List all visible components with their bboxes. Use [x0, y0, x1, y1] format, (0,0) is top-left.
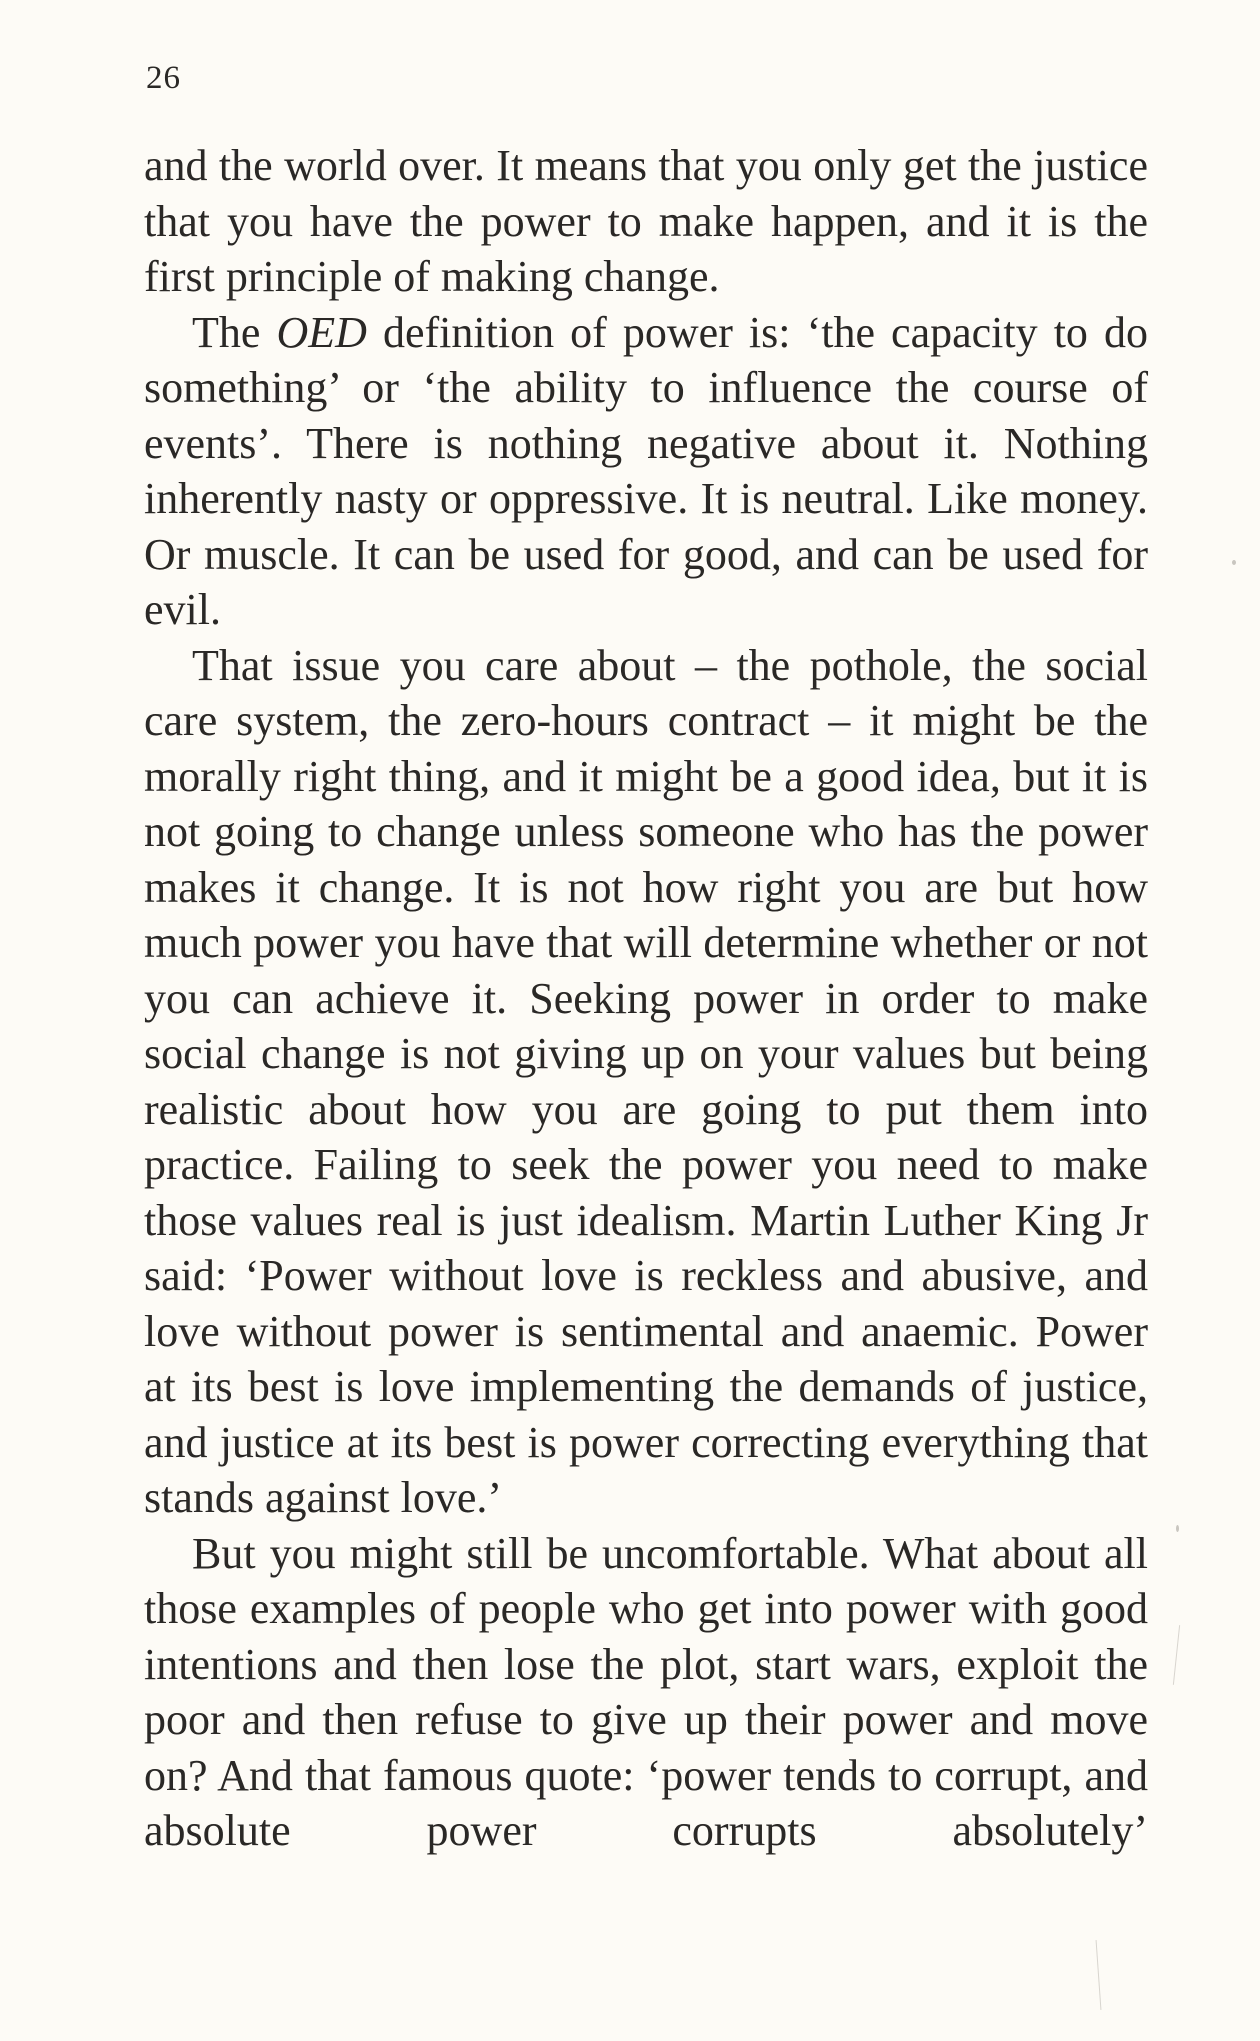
paragraph-4: But you might still be uncomfortable. What about all those examples of people who get into power with good intentions and then lose the plot, start wars, exploit the poor and then refuse to give up their power and move on? And that famous quote: ‘power tends to corrupt, and absolute power corrupts absolutely’: [144, 1528, 1148, 1855]
body-text: [144, 138, 1148, 1859]
page-number: 26: [146, 60, 181, 96]
paragraph-2-body: definition of power is: ‘the capacity to do something’ or ‘the ability to influence the course of events’. There is nothing negative about it. Nothing inherently nasty or oppressive. It is neutral. Like money. Or muscle. It can be used for good, and can be used for evil.: [144, 307, 1148, 634]
paragraph-2-lead: The: [192, 307, 277, 357]
paper-scratch: [1173, 1625, 1180, 1685]
oed-italic: OED: [276, 307, 367, 357]
paragraph-2: [144, 305, 1148, 638]
paper-speck: [1176, 1525, 1179, 1532]
paragraph-3: That issue you care about – the pothole, the social care system, the zero-hours contract – it might be the morally right thing, and it might be a good idea, but it is not going to change unless someone who has the power makes it change. It is not how right you are but how much power you have that will determine whether or not you can achieve it. Seeking power in order to make social change is not giving up on your values but being realistic about how you are going to put them into practice. Failing to seek the power you need to make those values real is just idealism. Martin Luther King Jr said: ‘Power without love is reckless and abusive, and love without power is sentimental and anaemic. Power at its best is love implementing the demands of justice, and justice at its best is power correcting everything that stands against love.’: [144, 640, 1148, 1522]
paragraph-1: and the world over. It means that you only get the justice that you have the power to make happen, and it is the first principle of making change.: [144, 141, 1148, 301]
paper-scratch: [1096, 1940, 1102, 2010]
paper-speck: [1232, 560, 1236, 565]
